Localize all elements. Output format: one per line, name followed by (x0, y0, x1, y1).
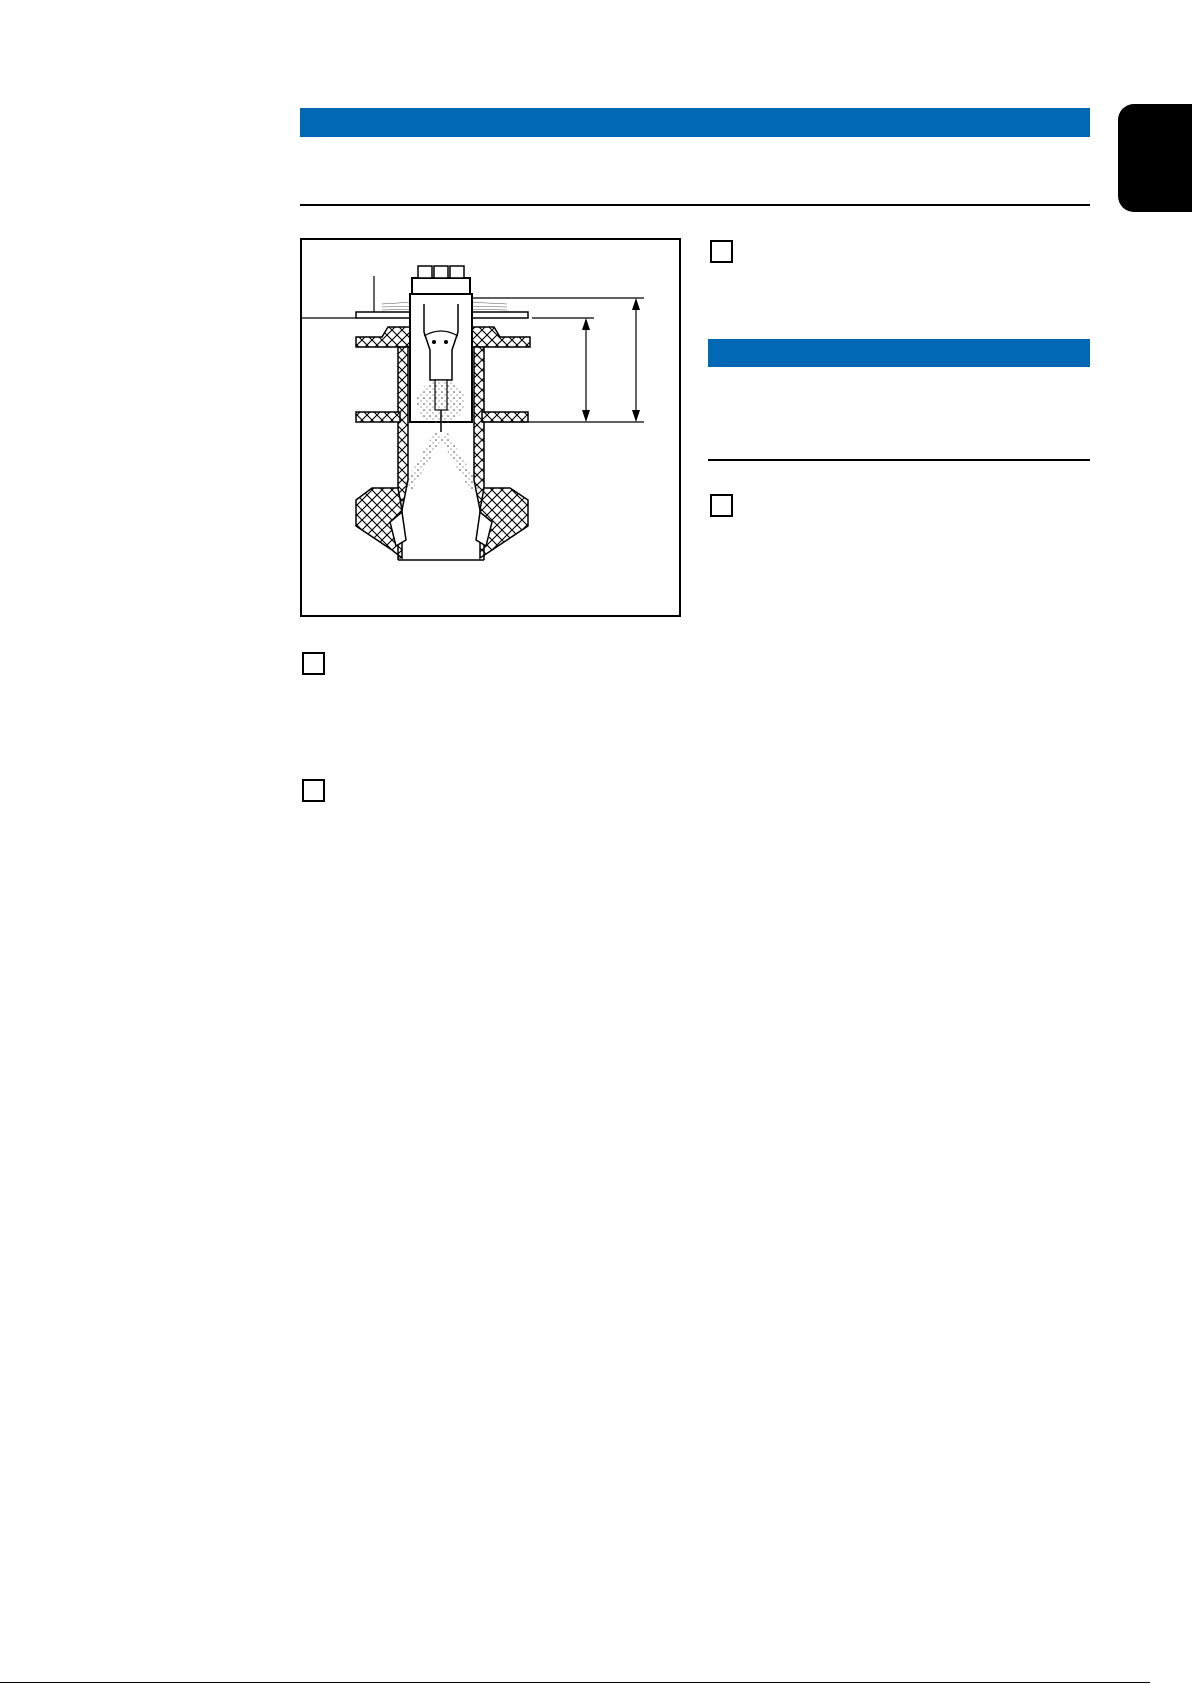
step-checkbox (302, 652, 325, 675)
step-checkbox (710, 240, 733, 263)
section-divider (300, 204, 1090, 206)
nozzle-cross-section-diagram (302, 240, 679, 615)
technical-illustration-frame (300, 238, 681, 617)
step-checkbox (710, 494, 733, 517)
section-header-bar (708, 339, 1090, 367)
step-checkbox (302, 779, 325, 802)
footer-rule (0, 1682, 1150, 1683)
chapter-tab (1118, 104, 1192, 212)
section-divider (708, 459, 1090, 461)
section-header-bar (300, 108, 1090, 137)
